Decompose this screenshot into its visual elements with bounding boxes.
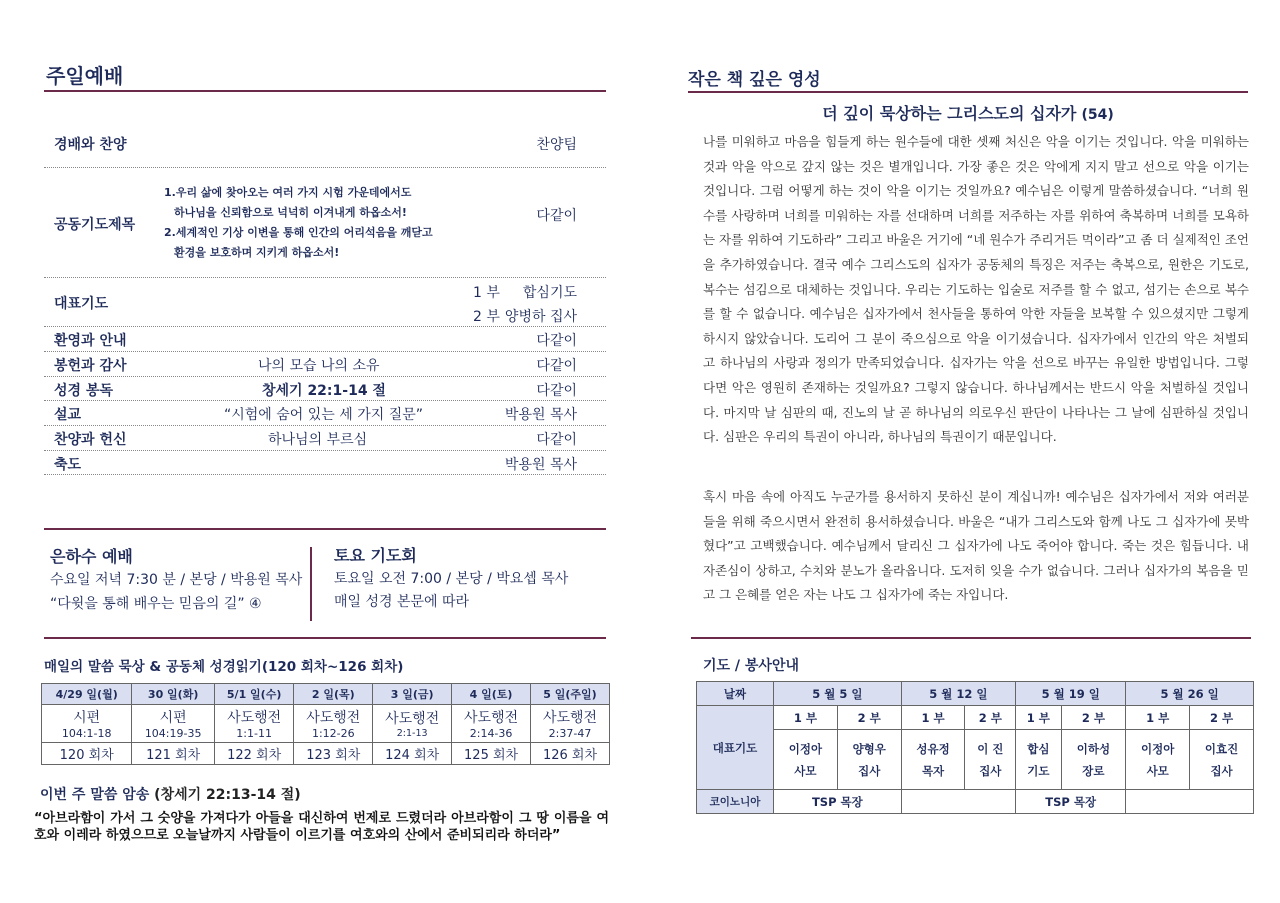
memory-label: 이번 주 말씀 암송 [40,787,150,803]
part-label: 2 부 [473,309,500,325]
part-label: 1 부 [473,285,500,301]
order-label: 공동기도제목 [54,217,136,233]
reading-count: 121 회차 [132,743,215,765]
memory-ref: (창세기 22:13-14 절) [154,787,301,803]
part-label: 1 부 [901,706,965,730]
order-label: 설교 [54,407,82,423]
part-label: 2 부 [837,706,901,730]
order-right: 박용원 목사 [504,407,577,423]
order-right: 박용원 목사 [504,457,577,473]
reading-table [41,683,610,765]
prayer-person: 양형우 집사 [837,730,901,790]
reading-cell: 시편 104:19-35 [132,705,215,743]
service-date: 5 월 12 일 [901,682,1015,706]
order-right: 다같이 [536,383,577,399]
order-label: 성경 봉독 [54,383,113,399]
article-title: 더 깊이 묵상하는 그리스도의 십자가 [822,104,1077,123]
section-rule [44,637,606,639]
koinonia-group: TSP 목장 [1016,790,1126,814]
order-mid: 창세기 22:1-14 절 [262,383,386,399]
reading-cell: 사도행전 1:1-11 [214,705,293,743]
order-label: 경배와 찬양 [54,137,127,153]
memory-heading [40,784,301,804]
order-label: 찬양과 헌신 [54,432,127,448]
prayer-person: 이효진 집사 [1190,730,1254,790]
koinonia-group [1126,790,1254,814]
eunhasu-title: 은하수 예배 [50,547,133,566]
service-date: 5 월 26 일 [1126,682,1254,706]
reading-count: 124 회차 [373,743,452,765]
service-date: 5 월 19 일 [1016,682,1126,706]
daily-title: 매일의 말씀 묵상 & 공동체 성경읽기(120 회차~126 회차) [44,659,404,675]
service-table [696,681,1254,814]
article-number: (54) [1081,107,1114,123]
reading-count: 125 회차 [452,743,531,765]
order-right: 다같이 [536,432,577,448]
section-title: 작은 책 깊은 영성 [688,70,821,90]
reading-day: 4/29 일(월) [42,684,132,705]
divider [310,547,312,621]
order-right: 찬양팀 [536,137,577,153]
order-mid: “시험에 숨어 있는 세 가지 질문” [224,407,424,423]
reading-count: 123 회차 [294,743,373,765]
order-right: 다같이 [536,333,577,349]
reading-cell: 사도행전 2:14-36 [452,705,531,743]
prayer-topic: 2.세계적인 기상 이변을 통해 인간의 어리석음을 깨닫고 [164,226,433,239]
prayer-topic: 1.우리 삶에 찾아오는 여러 가지 시험 가운데에서도 [164,186,412,199]
part-label: 2 부 [1190,706,1254,730]
reading-count: 120 회차 [42,743,132,765]
reading-day: 2 일(목) [294,684,373,705]
part-label: 1 부 [1126,706,1190,730]
prayer-label: 대표기도 [697,706,774,790]
order-label: 환영과 안내 [54,333,127,349]
reading-day: 30 일(화) [132,684,215,705]
article-paragraph: 나를 미워하고 마음을 힘들게 하는 원수들에 대한 셋째 처신은 악을 이기는 것입니다. 악을 미워하는 것과 악을 악으로 갚지 않는 것은 별개입니다. 가장 좋은 것은 악에게 지지 말고 선으로 악을 이기는 것입니다. 그럼 어떻게 하는 것이 악을 이기는 것일까요? 예수님은 이렇게 말씀하셨습니다. “너희 원수를 사랑하며 너희를 미워하는 자를 선대하며 너희를 저주하는 자를 위하여 축복하며 너희를 모욕하는 자를 위하여 기도하라” 그리고 바울은 거기에 “네 원수가 주리거든 먹이라”고 좀 더 실제적인 조언을 추가하였습니다. 결국 예수 그리스도의 십자가 공동체의 특징은 저주는 축복으로, 원한은 기도로, 복수는 섬김으로 대체하는 것입니다. 우리는 기도하는 입술로 저주를 할 수 없고, 섬기는 손으로 복수를 할 수 없습니다. 예수님은 십자가에서 천사들을 통하여 악한 자들을 보복할 수 있으셨지만 그렇게 하시지 않았습니다. 도리어 그 분이 죽으심으로 악을 이기셨습니다. 십자가에서 인간의 악은 처벌되고 하나님의 사랑과 정의가 만족되었습니다. 십자가는 악을 선으로 바꾸는 유일한 방법입니다. 그렇다면 악은 영원히 존재하는 것일까요? 그렇지 않습니다. 하나님께서는 반드시 악을 처벌하실 것입니다. 마지막 날 심판의 때, 진노의 날 곧 하나님의 의로우신 판단이 나타나는 그 날에 심판하실 것입니다. 심판은 우리의 특권이 아니라, 하나님의 특권이기 때문입니다. [703,134,1249,445]
reading-day: 5 일(주일) [531,684,610,705]
service-date: 5 월 5 일 [774,682,902,706]
order-label: 봉헌과 감사 [54,358,127,374]
part-label: 1 부 [774,706,838,730]
article-paragraph: 혹시 마음 속에 아직도 누군가를 용서하지 못하신 분이 계십니까! 예수님은 십자가에서 저와 여러분들을 위해 죽으시면서 완전히 용서하셨습니다. 바울은 “내가 그리스도와 함께 나도 그 십자가에 못박혔다”고 고백했습니다. 예수님께서 달리신 그 십자가에 나도 죽어야 합니다. 죽는 것은 힘듭니다. 내 자존심이 상하고, 수치와 분노가 올라옵니다. 도저히 잊을 수가 없습니다. 그러나 십자가의 복음을 믿고 그 은혜를 얻은 자는 나도 그 십자가에 죽는 자입니다. [703,489,1249,603]
title-rule [44,90,606,92]
koinonia-label: 코이노니아 [697,790,774,814]
service-title: 기도 / 봉사안내 [703,658,800,674]
article-heading [688,101,1248,124]
order-mid: 나의 모습 나의 소유 [258,358,380,374]
memory-verse: “아브라함이 가서 그 숫양을 가져다가 아들을 대신하여 번제로 드렸더라 아브라함이 그 땅 이름을 여호와 이레라 하였으므로 오늘날까지 사람들이 이르기를 여호와의 산에서 준비되리라 하더라” [34,811,609,843]
prayer-person: 이하성 장로 [1061,730,1126,790]
title-rule [688,91,1248,93]
prayer-person: 이정아 사모 [1126,730,1190,790]
section-rule [691,637,1251,639]
order-right: 다같이 [536,358,577,374]
page-title: 주일예배 [46,64,124,88]
reading-count: 122 회차 [214,743,293,765]
reading-cell: 사도행전 2:1-13 [373,705,452,743]
reading-day: 3 일(금) [373,684,452,705]
prayer-person: 합심 기도 [1016,730,1061,790]
reading-cell: 시편 104:1-18 [42,705,132,743]
section-rule [44,528,606,530]
reading-cell: 사도행전 1:12-26 [294,705,373,743]
prayer-person: 이 진 집사 [965,730,1016,790]
saturday-title: 토요 기도회 [334,546,417,565]
date-label: 날짜 [697,682,774,706]
order-label: 대표기도 [54,296,109,312]
prayer-topic: 환경을 보호하며 지키게 하옵소서! [174,246,340,259]
part-label: 2 부 [965,706,1016,730]
order-label: 축도 [54,457,82,473]
part-label: 2 부 [1061,706,1126,730]
koinonia-group [901,790,1015,814]
reading-day: 5/1 일(수) [214,684,293,705]
koinonia-group: TSP 목장 [774,790,902,814]
order-right: 다같이 [536,208,577,224]
part-label: 1 부 [1016,706,1061,730]
prayer-person: 이정아 사모 [774,730,838,790]
prayer-person: 성유정 목자 [901,730,965,790]
reading-count: 126 회차 [531,743,610,765]
saturday-time: 토요일 오전 7:00 / 본당 / 박요셉 목사 [334,571,569,587]
prayer-topic: 하나님을 신뢰함으로 넉넉히 이겨내게 하옵소서! [174,206,407,219]
order-right: 양병하 집사 [504,309,577,325]
reading-day: 4 일(토) [452,684,531,705]
order-mid: 하나님의 부르심 [268,432,368,448]
eunhasu-time: 수요일 저녁 7:30 분 / 본당 / 박용원 목사 [50,572,303,588]
order-right: 합심기도 [522,285,577,301]
saturday-topic: 매일 성경 본문에 따라 [334,594,470,610]
reading-cell: 사도행전 2:37-47 [531,705,610,743]
eunhasu-topic: “다윗을 통해 배우는 믿음의 길” ④ [50,596,262,612]
